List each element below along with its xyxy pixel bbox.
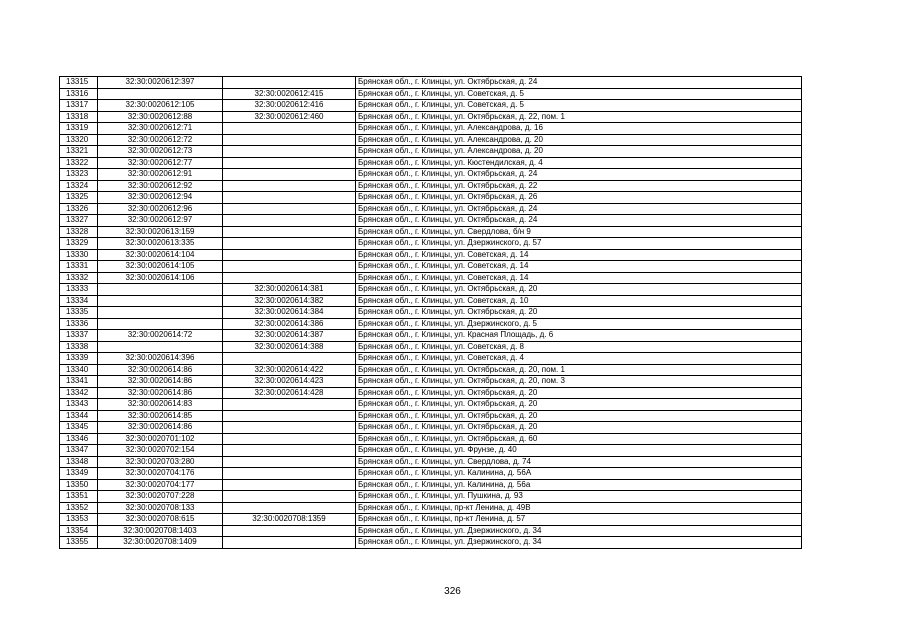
table-row [60,376,802,388]
address-cell: Брянская обл., г. Клинцы, пр-кт Ленина, д. 49В [356,502,802,514]
address-cell: Брянская обл., г. Клинцы, ул. Октябрьская, д. 20 [356,410,802,422]
row-number-cell: 13346 [60,433,98,445]
cadastral-number-cell: 32:30:0020707:228 [98,491,223,503]
cadastral-number-cell: 32:30:0020612:77 [98,157,223,169]
cadastral-number-cell: 32:30:0020708:133 [98,502,223,514]
cadastral-number-cell: 32:30:0020708:615 [98,514,223,526]
cadastral-number-cell: 32:30:0020708:1403 [98,525,223,537]
address-cell: Брянская обл., г. Клинцы, ул. Октябрьская, д. 20, пом. 3 [356,376,802,388]
table-row [60,491,802,503]
cadastral-number-cell [98,284,223,296]
row-number-cell: 13347 [60,445,98,457]
cadastral-number-cell: 32:30:0020612:91 [98,169,223,181]
related-cadastral-cell [223,272,356,284]
related-cadastral-cell: 32:30:0020612:415 [223,88,356,100]
address-cell: Брянская обл., г. Клинцы, ул. Александрова, д. 16 [356,123,802,135]
related-cadastral-cell [223,249,356,261]
table-row [60,249,802,261]
cadastral-number-cell: 32:30:0020614:396 [98,353,223,365]
row-number-cell: 13354 [60,525,98,537]
row-number-cell: 13348 [60,456,98,468]
related-cadastral-cell: 32:30:0020612:460 [223,111,356,123]
row-number-cell: 13350 [60,479,98,491]
table-row [60,514,802,526]
table-row [60,341,802,353]
address-cell: Брянская обл., г. Клинцы, ул. Александрова, д. 20 [356,134,802,146]
related-cadastral-cell [223,157,356,169]
address-cell: Брянская обл., г. Клинцы, ул. Калинина, д. 56а [356,479,802,491]
address-cell: Брянская обл., г. Клинцы, ул. Советская, д. 14 [356,249,802,261]
records-table [59,76,802,549]
row-number-cell: 13349 [60,468,98,480]
table-row [60,353,802,365]
cadastral-number-cell [98,88,223,100]
table-row [60,468,802,480]
related-cadastral-cell: 32:30:0020614:388 [223,341,356,353]
cadastral-number-cell [98,307,223,319]
records-table-body [60,77,802,549]
related-cadastral-cell [223,192,356,204]
row-number-cell: 13343 [60,399,98,411]
table-row [60,295,802,307]
related-cadastral-cell [223,134,356,146]
row-number-cell: 13333 [60,284,98,296]
related-cadastral-cell [223,123,356,135]
row-number-cell: 13331 [60,261,98,273]
row-number-cell: 13324 [60,180,98,192]
related-cadastral-cell [223,180,356,192]
cadastral-number-cell: 32:30:0020614:85 [98,410,223,422]
address-cell: Брянская обл., г. Клинцы, ул. Октябрьская, д. 26 [356,192,802,204]
related-cadastral-cell [223,468,356,480]
row-number-cell: 13340 [60,364,98,376]
address-cell: Брянская обл., г. Клинцы, ул. Октябрьская, д. 60 [356,433,802,445]
address-cell: Брянская обл., г. Клинцы, ул. Кюстендилская, д. 4 [356,157,802,169]
cadastral-number-cell: 32:30:0020704:177 [98,479,223,491]
cadastral-number-cell: 32:30:0020614:83 [98,399,223,411]
address-cell: Брянская обл., г. Клинцы, ул. Советская, д. 4 [356,353,802,365]
address-cell: Брянская обл., г. Клинцы, ул. Октябрьская, д. 20 [356,387,802,399]
table-row [60,169,802,181]
cadastral-number-cell [98,295,223,307]
table-row [60,261,802,273]
address-cell: Брянская обл., г. Клинцы, ул. Свердлова, б/н 9 [356,226,802,238]
related-cadastral-cell: 32:30:0020614:422 [223,364,356,376]
cadastral-number-cell: 32:30:0020612:71 [98,123,223,135]
table-row [60,215,802,227]
row-number-cell: 13344 [60,410,98,422]
related-cadastral-cell: 32:30:0020614:428 [223,387,356,399]
table-row [60,226,802,238]
row-number-cell: 13322 [60,157,98,169]
related-cadastral-cell [223,525,356,537]
cadastral-number-cell [98,318,223,330]
row-number-cell: 13317 [60,100,98,112]
table-row [60,318,802,330]
cadastral-number-cell: 32:30:0020708:1409 [98,537,223,549]
cadastral-number-cell: 32:30:0020614:106 [98,272,223,284]
table-row [60,456,802,468]
cadastral-number-cell: 32:30:0020612:96 [98,203,223,215]
cadastral-number-cell: 32:30:0020614:86 [98,422,223,434]
table-row [60,77,802,89]
related-cadastral-cell: 32:30:0020614:387 [223,330,356,342]
address-cell: Брянская обл., г. Клинцы, ул. Дзержинского, д. 34 [356,537,802,549]
table-row [60,422,802,434]
cadastral-number-cell: 32:30:0020614:86 [98,387,223,399]
address-cell: Брянская обл., г. Клинцы, ул. Октябрьская, д. 22, пом. 1 [356,111,802,123]
address-cell: Брянская обл., г. Клинцы, ул. Октябрьская, д. 20, пом. 1 [356,364,802,376]
address-cell: Брянская обл., г. Клинцы, ул. Дзержинского, д. 57 [356,238,802,250]
related-cadastral-cell [223,479,356,491]
related-cadastral-cell: 32:30:0020612:416 [223,100,356,112]
cadastral-number-cell: 32:30:0020704:176 [98,468,223,480]
table-row [60,100,802,112]
table-row [60,502,802,514]
related-cadastral-cell [223,433,356,445]
cadastral-number-cell: 32:30:0020612:397 [98,77,223,89]
cadastral-number-cell: 32:30:0020612:92 [98,180,223,192]
row-number-cell: 13315 [60,77,98,89]
related-cadastral-cell [223,422,356,434]
address-cell: Брянская обл., г. Клинцы, ул. Александрова, д. 20 [356,146,802,158]
table-row [60,146,802,158]
table-row [60,157,802,169]
address-cell: Брянская обл., г. Клинцы, ул. Октябрьская, д. 24 [356,215,802,227]
address-cell: Брянская обл., г. Клинцы, ул. Октябрьская, д. 20 [356,284,802,296]
row-number-cell: 13326 [60,203,98,215]
related-cadastral-cell [223,169,356,181]
address-cell: Брянская обл., г. Клинцы, пр-кт Ленина, д. 57 [356,514,802,526]
table-row [60,364,802,376]
row-number-cell: 13342 [60,387,98,399]
address-cell: Брянская обл., г. Клинцы, ул. Октябрьская, д. 24 [356,169,802,181]
cadastral-number-cell: 32:30:0020614:86 [98,376,223,388]
cadastral-number-cell: 32:30:0020613:159 [98,226,223,238]
address-cell: Брянская обл., г. Клинцы, ул. Советская, д. 10 [356,295,802,307]
address-cell: Брянская обл., г. Клинцы, ул. Октябрьская, д. 22 [356,180,802,192]
address-cell: Брянская обл., г. Клинцы, ул. Октябрьская, д. 20 [356,422,802,434]
cadastral-number-cell: 32:30:0020701:102 [98,433,223,445]
row-number-cell: 13337 [60,330,98,342]
cadastral-number-cell: 32:30:0020612:105 [98,100,223,112]
cadastral-number-cell: 32:30:0020613:335 [98,238,223,250]
table-row [60,399,802,411]
related-cadastral-cell: 32:30:0020614:381 [223,284,356,296]
related-cadastral-cell [223,537,356,549]
row-number-cell: 13329 [60,238,98,250]
related-cadastral-cell [223,502,356,514]
related-cadastral-cell [223,77,356,89]
row-number-cell: 13318 [60,111,98,123]
page-number: 326 [444,586,461,597]
table-row [60,192,802,204]
row-number-cell: 13351 [60,491,98,503]
address-cell: Брянская обл., г. Клинцы, ул. Советская, д. 5 [356,88,802,100]
row-number-cell: 13327 [60,215,98,227]
cadastral-number-cell: 32:30:0020612:73 [98,146,223,158]
address-cell: Брянская обл., г. Клинцы, ул. Октябрьская, д. 20 [356,399,802,411]
table-row [60,479,802,491]
related-cadastral-cell [223,491,356,503]
table-row [60,123,802,135]
related-cadastral-cell: 32:30:0020614:423 [223,376,356,388]
table-row [60,203,802,215]
table-row [60,525,802,537]
row-number-cell: 13335 [60,307,98,319]
cadastral-number-cell: 32:30:0020612:72 [98,134,223,146]
table-row [60,284,802,296]
cadastral-number-cell: 32:30:0020702:154 [98,445,223,457]
table-row [60,238,802,250]
address-cell: Брянская обл., г. Клинцы, ул. Советская, д. 14 [356,272,802,284]
related-cadastral-cell: 32:30:0020614:386 [223,318,356,330]
table-row [60,307,802,319]
address-cell: Брянская обл., г. Клинцы, ул. Калинина, д. 56А [356,468,802,480]
cadastral-number-cell: 32:30:0020614:105 [98,261,223,273]
row-number-cell: 13345 [60,422,98,434]
related-cadastral-cell [223,456,356,468]
row-number-cell: 13334 [60,295,98,307]
table-row [60,88,802,100]
cadastral-number-cell: 32:30:0020612:97 [98,215,223,227]
row-number-cell: 13332 [60,272,98,284]
table-row [60,134,802,146]
related-cadastral-cell [223,399,356,411]
row-number-cell: 13339 [60,353,98,365]
row-number-cell: 13355 [60,537,98,549]
row-number-cell: 13328 [60,226,98,238]
address-cell: Брянская обл., г. Клинцы, ул. Свердлова, д. 74 [356,456,802,468]
table-row [60,387,802,399]
related-cadastral-cell [223,146,356,158]
table-row [60,537,802,549]
related-cadastral-cell [223,215,356,227]
address-cell: Брянская обл., г. Клинцы, ул. Октябрьская, д. 24 [356,203,802,215]
row-number-cell: 13341 [60,376,98,388]
address-cell: Брянская обл., г. Клинцы, ул. Красная Площадь, д. 6 [356,330,802,342]
cadastral-number-cell: 32:30:0020612:94 [98,192,223,204]
table-row [60,272,802,284]
address-cell: Брянская обл., г. Клинцы, ул. Дзержинского, д. 5 [356,318,802,330]
row-number-cell: 13338 [60,341,98,353]
cadastral-number-cell: 32:30:0020612:88 [98,111,223,123]
address-cell: Брянская обл., г. Клинцы, ул. Советская, д. 5 [356,100,802,112]
address-cell: Брянская обл., г. Клинцы, ул. Октябрьская, д. 24 [356,77,802,89]
row-number-cell: 13323 [60,169,98,181]
cadastral-number-cell: 32:30:0020614:86 [98,364,223,376]
address-cell: Брянская обл., г. Клинцы, ул. Фрунзе, д. 40 [356,445,802,457]
row-number-cell: 13330 [60,249,98,261]
row-number-cell: 13325 [60,192,98,204]
table-row [60,445,802,457]
related-cadastral-cell: 32:30:0020614:382 [223,295,356,307]
related-cadastral-cell: 32:30:0020614:384 [223,307,356,319]
row-number-cell: 13336 [60,318,98,330]
related-cadastral-cell [223,445,356,457]
address-cell: Брянская обл., г. Клинцы, ул. Советская, д. 14 [356,261,802,273]
table-row [60,433,802,445]
table-row [60,111,802,123]
cadastral-number-cell [98,341,223,353]
related-cadastral-cell [223,203,356,215]
table-row [60,330,802,342]
row-number-cell: 13321 [60,146,98,158]
related-cadastral-cell [223,261,356,273]
related-cadastral-cell [223,238,356,250]
related-cadastral-cell [223,226,356,238]
address-cell: Брянская обл., г. Клинцы, ул. Пушкина, д. 93 [356,491,802,503]
related-cadastral-cell [223,410,356,422]
address-cell: Брянская обл., г. Клинцы, ул. Дзержинского, д. 34 [356,525,802,537]
row-number-cell: 13319 [60,123,98,135]
row-number-cell: 13316 [60,88,98,100]
cadastral-number-cell: 32:30:0020703:280 [98,456,223,468]
cadastral-number-cell: 32:30:0020614:104 [98,249,223,261]
row-number-cell: 13320 [60,134,98,146]
table-row [60,180,802,192]
address-cell: Брянская обл., г. Клинцы, ул. Советская, д. 8 [356,341,802,353]
row-number-cell: 13353 [60,514,98,526]
related-cadastral-cell: 32:30:0020708:1359 [223,514,356,526]
row-number-cell: 13352 [60,502,98,514]
table-row [60,410,802,422]
cadastral-number-cell: 32:30:0020614:72 [98,330,223,342]
address-cell: Брянская обл., г. Клинцы, ул. Октябрьская, д. 20 [356,307,802,319]
related-cadastral-cell [223,353,356,365]
